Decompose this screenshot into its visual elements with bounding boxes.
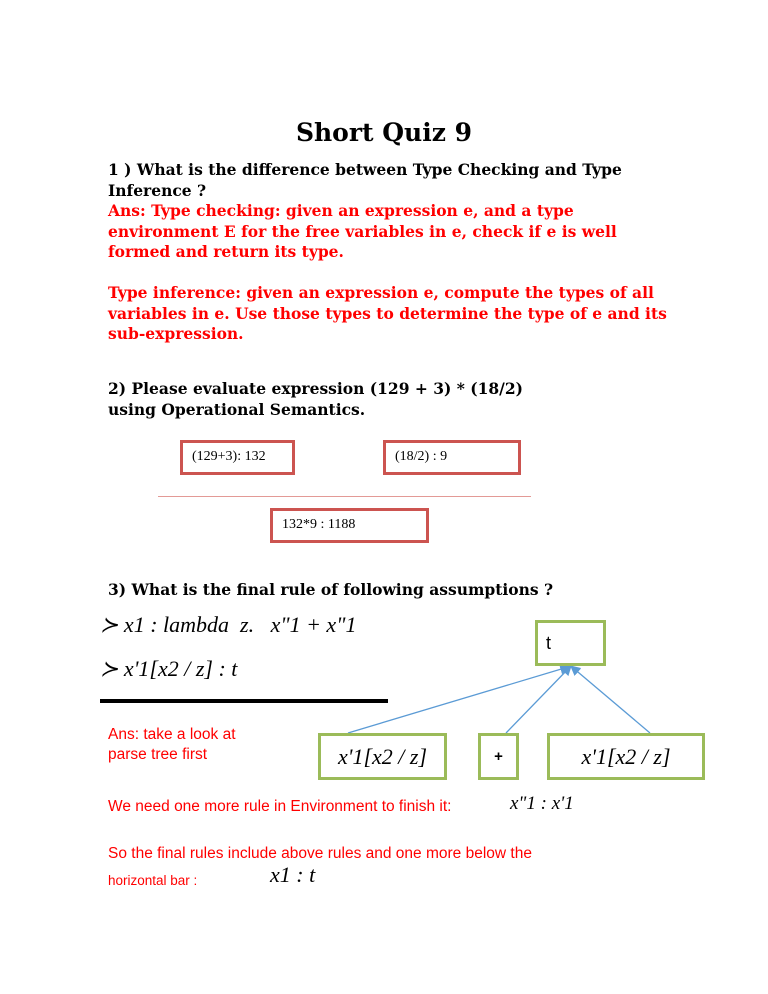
premise-box-1: (129+3): 132: [180, 440, 295, 475]
final-rule: x1 : t: [270, 862, 316, 887]
root-label: t: [546, 632, 552, 653]
q1-answer-inference: Type inference: given an expression e, compute the types of all variables in e. Use those types to determine the type of e and its sub-expression.: [108, 283, 667, 343]
right-label: x'1[x2 / z]: [581, 743, 671, 769]
edge-right: [572, 667, 650, 733]
env-rule: x"1 : x'1: [510, 793, 574, 814]
edge-middle: [506, 667, 570, 733]
edge-left: [348, 667, 568, 733]
q3-ans-line2: parse tree first: [108, 746, 208, 763]
conclusion-box: 132*9 : 1188: [270, 508, 429, 543]
q3-ans-line1: Ans: take a look at: [108, 726, 236, 743]
premise-box-2: (18/2) : 9: [383, 440, 521, 475]
assumption-1: ≻ x1 : lambda z. x"1 + x"1: [100, 612, 357, 637]
env-text: We need one more rule in Environment to finish it:: [108, 798, 452, 815]
tree-node-left: [318, 733, 447, 780]
assumption-2: ≻ x'1[x2 / z] : t: [100, 656, 238, 681]
plus-label: +: [494, 748, 503, 765]
left-label: x'1[x2 / z]: [337, 743, 428, 769]
final-line2: horizontal bar :: [108, 873, 198, 888]
q1-answer-checking: Ans: Type checking: given an expression e, and a type environment E for the free variables in e, check if e is well formed and return its type.: [108, 201, 617, 261]
q2-question-line1: 2) Please evaluate expression (129 + 3) * (18/2): [108, 379, 523, 398]
tree-node-root: [535, 620, 606, 666]
q1-question: 1 ) What is the difference between Type Checking and Type Inference ?: [108, 160, 622, 200]
page-title: Short Quiz 9: [295, 118, 473, 147]
tree-node-right: [547, 733, 705, 780]
q3-question: 3) What is the final rule of following assumptions ?: [108, 580, 554, 599]
q2-question-line2: using Operational Semantics.: [108, 400, 366, 419]
tree-node-plus: [478, 733, 519, 780]
final-line1: So the final rules include above rules and one more below the: [108, 845, 532, 862]
